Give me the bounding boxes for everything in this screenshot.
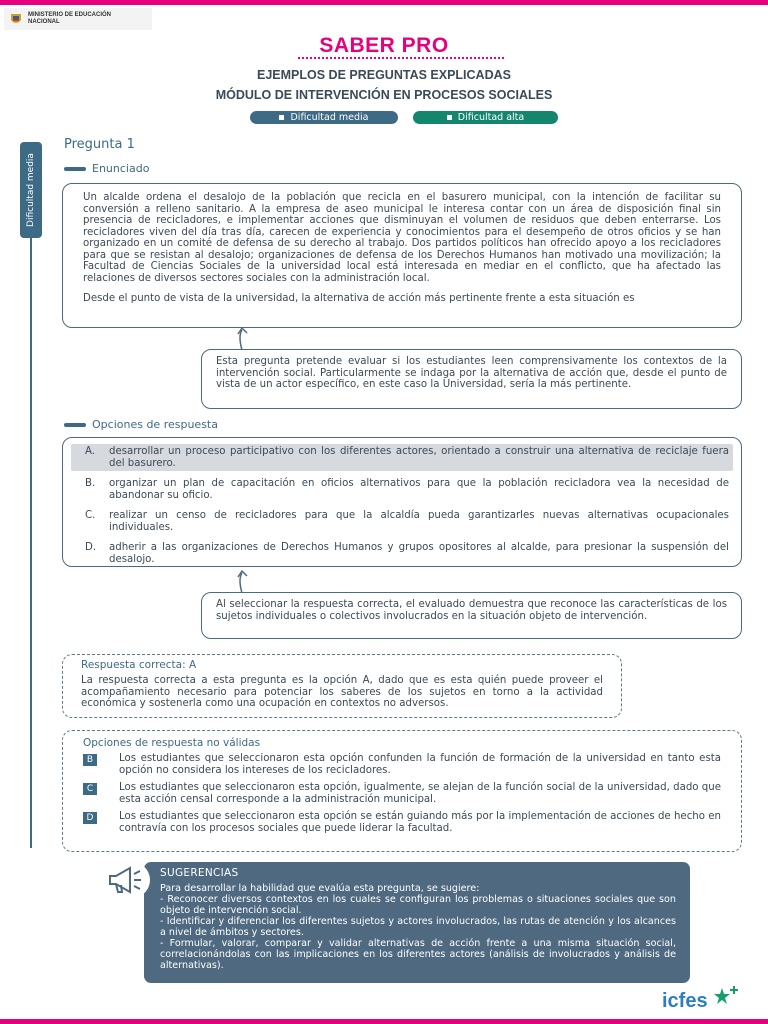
side-guide-line <box>30 238 32 848</box>
suggestion-item: - Identificar y diferenciar los diferentes sujetos y actores involucrados, las rutas de atención y los alcances a nivel de ámbitos y sectores. <box>160 916 676 938</box>
coat-of-arms-icon <box>8 11 24 27</box>
ministry-logo <box>4 8 152 30</box>
invalid-options-heading: Opciones de respuesta no válidas <box>83 737 261 749</box>
option-a: A. desarrollar un proceso participativo con los diferentes actores, orientado a construir una alternativa de reciclaje fuera del basurero. <box>71 444 733 471</box>
suggestion-item: - Formular, valorar, comparar y validar alternativas de acción frente a una misma situación social, correlacionándolas con las implicaciones en los diferentes actores (análisis de involucrados y análisis de alternativas). <box>160 938 676 971</box>
invalid-option-d: D Los estudiantes que seleccionaron esta opción se están guiando más por la implementación de acciones de hecho en contravía con los procesos sociales que puede liderar la facultad. <box>83 811 721 834</box>
page-title: SABER PRO <box>319 34 449 57</box>
enunciado-text: Un alcalde ordena el desalojo de la población que recicla en el basurero municipal, con la intención de facilitar su conversión a relleno sanitario. A la empresa de aseo municipal le interesa contar con un área de disposición final sin presencia de recicladores, e implementar acciones que disminuyan el volumen de residuos que deben enterrarse. Los recicladores viven del día tras día, carecen de experiencia y conocimientos para el desempeño de otros oficios y se han organizado en un comité de defensa de su derecho al trabajo. Dos partidos políticos han ofrecido apoyo a los recicladores para que se resistan al desalojo; organizaciones de defensa de los Derechos Humanos han motivado una movilización; la Facultad de Ciencias Sociales de la universidad local está interesada en mediar en el conflicto, que ha afectado las relaciones de diversos sectores sociales con la administración local. <box>83 192 721 284</box>
ministry-name: MINISTERIO DE EDUCACIÓN NACIONAL <box>28 12 112 25</box>
correct-answer-box <box>62 654 622 718</box>
subtitle-module: MÓDULO DE INTERVENCIÓN EN PROCESOS SOCIALES <box>215 88 553 102</box>
invalid-option-b: B Los estudiantes que seleccionaron esta opción confunden la función de formación de la universidad en tanto esta opción no considera los intereses de los recicladores. <box>83 753 721 776</box>
square-bullet-icon <box>279 115 284 120</box>
option-c: C. realizar un censo de recicladores para que la alcaldía pueda garantizarles nuevas alternativas ocupacionales individuales. <box>85 510 729 533</box>
icfes-star-icon <box>708 986 740 1006</box>
megaphone-icon <box>100 862 150 898</box>
square-bullet-icon <box>447 115 452 120</box>
icfes-logo: icfes <box>662 990 708 1012</box>
header <box>0 34 768 58</box>
option-b: B. organizar un plan de capacitación en oficios alternativos para que la población recicladora vea la necesidad de abandonar su oficio. <box>85 478 729 501</box>
option-d: D. adherir a las organizaciones de Derechos Humanos y grupos opositores al alcalde, para presionar la suspensión del desalojo. <box>85 542 729 565</box>
suggestions-box <box>144 862 690 983</box>
bottom-accent-bar <box>0 1019 768 1024</box>
difficulty-alta-badge: Dificultad alta <box>413 111 558 124</box>
explanation-note: Esta pregunta pretende evaluar si los estudiantes leen comprensivamente los contextos de la intervención social. Particularmente se indaga por la alternativa de acción que, desde el punto de vista de un actor específico, en este caso la Universidad, sería la más pertinente. <box>201 349 742 409</box>
invalid-options-box <box>62 730 742 852</box>
suggestions-intro: Para desarrollar la habilidad que evalúa esta pregunta, se sugiere: <box>160 883 480 894</box>
correct-explanation-note: Al seleccionar la respuesta correcta, el evaluado demuestra que reconoce las características de los sujetos individuales o colectivos involucrados en la situación objeto de intervención. <box>201 592 742 639</box>
suggestion-item: - Reconocer diversos contextos en los cuales se configuran los problemas o situaciones sociales que son objeto de intervención social. <box>160 894 676 916</box>
question-label: Pregunta 1 <box>64 137 135 152</box>
subtitle-examples: EJEMPLOS DE PREGUNTAS EXPLICADAS <box>257 68 511 82</box>
top-accent-bar <box>0 0 768 5</box>
invalid-option-c: C Los estudiantes que seleccionaron esta opción, igualmente, se alejan de la función social de la universidad, dado que esta acción censal corresponde a la administración municipal. <box>83 782 721 805</box>
options-heading: Opciones de respuesta <box>64 418 218 431</box>
suggestions-heading: SUGERENCIAS <box>160 867 239 879</box>
correct-answer-heading: Respuesta correcta: A <box>81 659 197 671</box>
enunciado-question: Desde el punto de vista de la universidad, la alternativa de acción más pertinente frente a esta situación es <box>83 293 635 304</box>
side-difficulty-tab: Dificultad media <box>20 142 42 238</box>
correct-answer-text: La respuesta correcta a esta pregunta es la opción A, dado que es esta quién puede proveer el acompañamiento necesario para potenciar los saberes de los sujetos en torno a la actividad económica y sostenerla como una ocupación en contextos no adversos. <box>81 675 603 709</box>
enunciado-box <box>62 183 742 328</box>
section-dash-icon <box>64 167 86 171</box>
difficulty-media-badge: Dificultad media <box>250 111 398 124</box>
options-box <box>62 437 742 567</box>
enunciado-heading: Enunciado <box>64 162 149 175</box>
title-underline <box>298 57 504 59</box>
section-dash-icon <box>64 423 86 427</box>
